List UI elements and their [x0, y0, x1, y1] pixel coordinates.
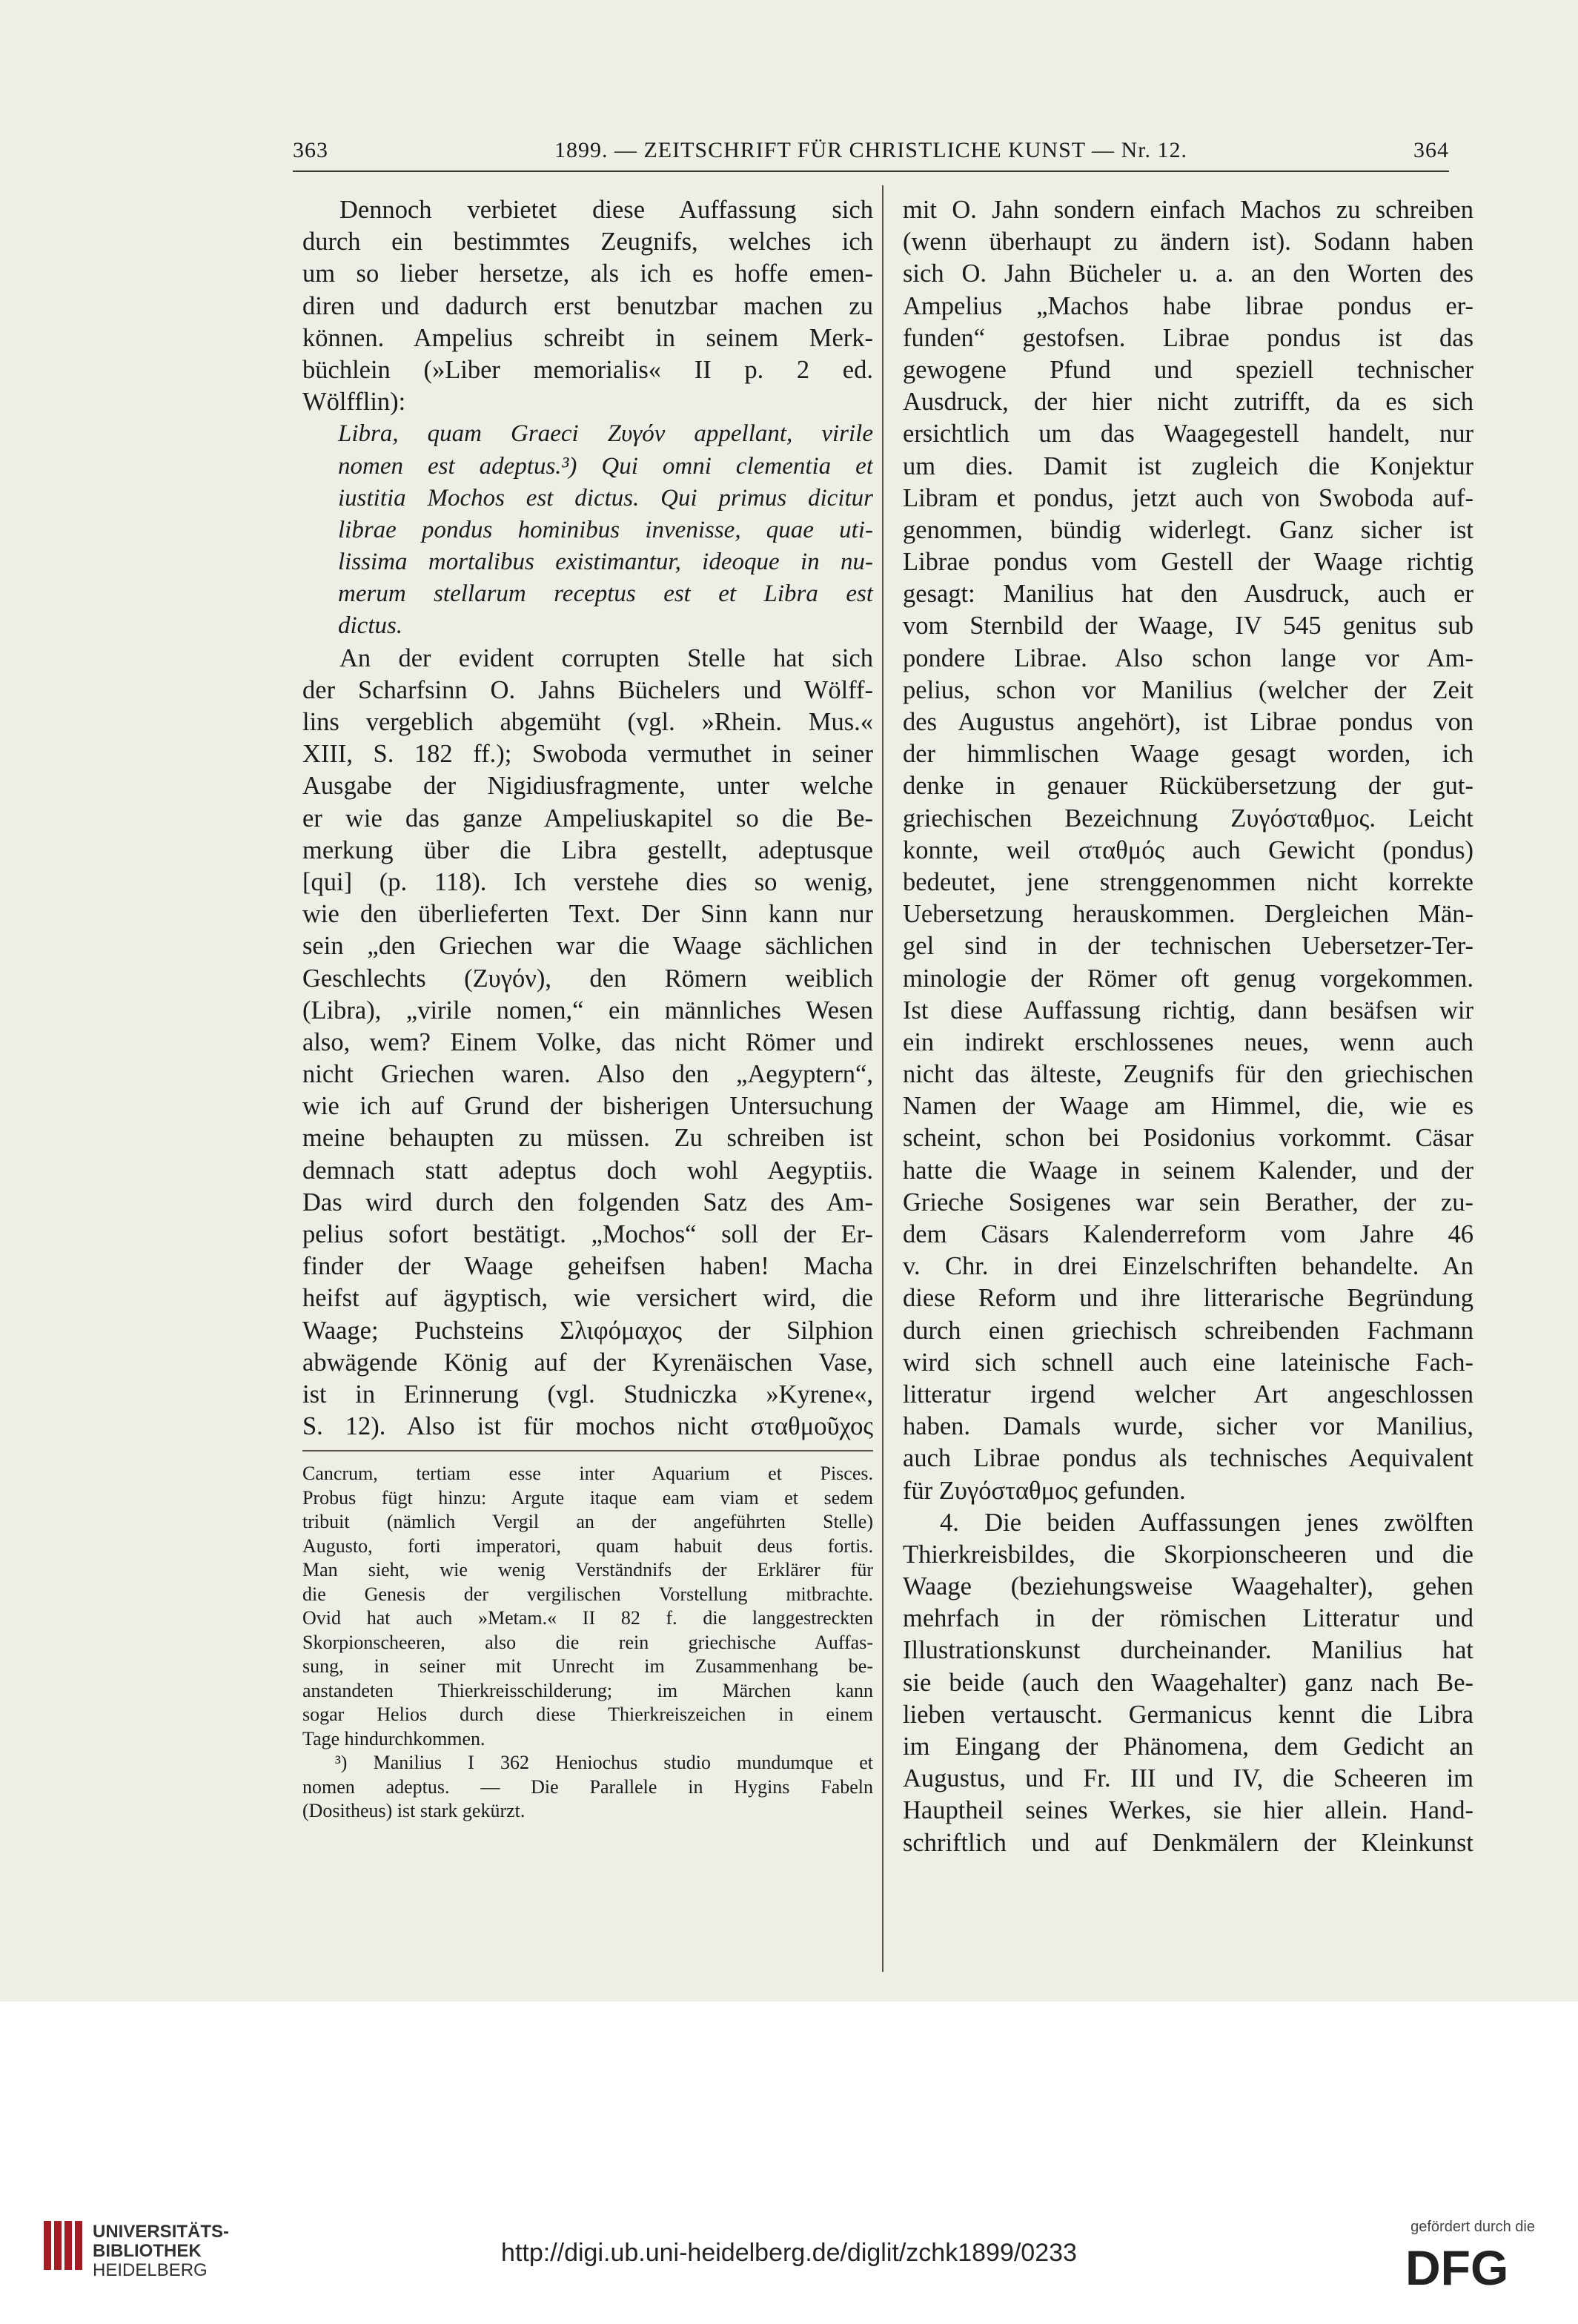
text-line: lieben vertauscht. Germanicus kennt die Libra — [903, 1700, 1473, 1729]
text-line: anstandeten Thierkreisschilderung; im Märchen kann — [302, 1679, 873, 1701]
text-line: An der evident corrupten Stelle hat sich — [339, 643, 873, 672]
text-line: Probus fügt hinzu: Argute itaque eam viam et sedem — [302, 1486, 873, 1509]
text-line: der Scharfsinn O. Jahns Büchelers und Wölff- — [302, 675, 873, 704]
text-line: scheint, schon bei Posidonius vorkommt. Cäsar — [903, 1124, 1473, 1153]
text-line: denke in genauer Rückübersetzung der gut- — [903, 772, 1473, 801]
text-line: meine behaupten zu müssen. Zu schreiben ist — [302, 1124, 873, 1153]
text-line: litteratur irgend welcher Art angeschlossen — [903, 1380, 1473, 1408]
text-line: ersichtlich um das Waagegestell handelt, nur — [903, 420, 1473, 448]
footnote-rule — [302, 1450, 873, 1451]
text-line: nomen est adeptus.³) Qui omni clementia et — [338, 452, 873, 480]
text-line: (wenn überhaupt zu ändern ist). Sodann haben — [903, 228, 1473, 256]
text-line: wird sich schnell auch eine lateinische Fach- — [903, 1348, 1473, 1377]
text-line: v. Chr. in drei Einzelschriften behandelte. An — [903, 1252, 1473, 1281]
right-column — [903, 194, 1473, 1859]
text-line: iustitia Mochos est dictus. Qui primus dicitur — [338, 484, 873, 512]
text-line: merkung über die Libra gestellt, adeptusque — [302, 835, 873, 864]
text-line: wie ich auf Grund der bisherigen Untersuchung — [302, 1092, 873, 1121]
text-line: heifst auf ägyptisch, wie versichert wird, die — [302, 1284, 873, 1313]
page-number-right: 364 — [1413, 138, 1449, 162]
text-line: Skorpionscheeren, also die rein griechische Auffas- — [302, 1631, 873, 1653]
text-line: ist in Erinnerung (vgl. Studniczka »Kyrene«, — [302, 1380, 873, 1408]
text-line: merum stellarum receptus est et Libra est — [338, 580, 873, 608]
text-line: sie beide (auch den Waagehalter) ganz nach Be- — [903, 1668, 1473, 1697]
text-line: haben. Damals wurde, sicher vor Manilius, — [903, 1412, 1473, 1441]
text-line: Waage; Puchsteins Σλιφόμαχος der Silphion — [302, 1316, 873, 1345]
dfg-logo — [1405, 2245, 1535, 2291]
text-line: ³) Manilius I 362 Heniochus studio mundumque et — [335, 1752, 873, 1774]
text-line: Augustus, und Fr. III und IV, die Scheeren im — [903, 1764, 1473, 1793]
text-line: Ausgabe der Nigidiusfragmente, unter welche — [302, 772, 873, 801]
text-line: XIII, S. 182 ff.); Swoboda vermuthet in seiner — [302, 740, 873, 769]
text-line: Ausdruck, der hier nicht zutrifft, da es sich — [903, 388, 1473, 417]
text-line: diese Reform und ihre litterarische Begründung — [903, 1284, 1473, 1313]
text-line: wie den überlieferten Text. Der Sinn kann nur — [302, 900, 873, 929]
permalink-url[interactable]: http://digi.ub.uni-heidelberg.de/diglit/zchk1899/0233 — [501, 2239, 1077, 2267]
logo-line-3: HEIDELBERG — [93, 2260, 208, 2280]
text-line: um dies. Damit ist zugleich die Konjektur — [903, 451, 1473, 480]
text-line: im Eingang der Phänomena, dem Gedicht an — [903, 1732, 1473, 1761]
text-line: pelius sofort bestätigt. „Mochos“ soll der Er- — [302, 1220, 873, 1248]
text-line: dem Cäsars Kalenderreform vom Jahre 46 — [903, 1220, 1473, 1248]
text-line: [qui] (p. 118). Ich verstehe dies so wenig, — [302, 867, 873, 896]
text-line: sogar Helios durch diese Thierkreiszeichen in einem — [302, 1704, 873, 1726]
footnotes — [302, 1462, 873, 1824]
text-line: librae pondus hominibus invenisse, quae uti- — [338, 516, 873, 543]
text-line: finder der Waage geheifsen haben! Macha — [302, 1252, 873, 1281]
journal-title: 1899. — ZEITSCHRIFT FÜR CHRISTLICHE KUNST — Nr. 12. — [554, 138, 1188, 162]
text-line: auch Librae pondus als technisches Aequivalent — [903, 1444, 1473, 1473]
text-line: Librae pondus vom Gestell der Waage richtig — [903, 548, 1473, 577]
logo-line-1: UNIVERSITÄTS- — [93, 2222, 230, 2242]
text-line: ein indirekt erschlossenes neues, wenn auch — [903, 1027, 1473, 1056]
text-line: Ist diese Auffassung richtig, dann besäfsen wir — [903, 996, 1473, 1024]
text-line: Hauptheil seines Werkes, sie hier allein. Hand- — [903, 1796, 1473, 1825]
text-line: abwägende König auf der Kyrenäischen Vase, — [302, 1348, 873, 1377]
footer-bar — [0, 2002, 1578, 2324]
text-line: sein „den Griechen war die Waage sächlichen — [302, 932, 873, 961]
text-line: pelius, schon vor Manilius (welcher der Zeit — [903, 675, 1473, 704]
text-line: (Dositheus) ist stark gekürzt. — [302, 1800, 526, 1822]
text-line: Tage hindurchkommen. — [302, 1727, 485, 1749]
text-line: bedeutet, jene strenggenommen nicht korrekte — [903, 867, 1473, 896]
text-line: gesagt: Manilius hat den Ausdruck, auch er — [903, 580, 1473, 609]
running-header — [293, 132, 1449, 169]
text-line: Libra, quam Graeci Ζυγόν appellant, virile — [338, 420, 873, 448]
text-line: der himmlischen Waage gesagt worden, ich — [903, 740, 1473, 769]
text-line: hatte die Waage in seinem Kalender, und der — [903, 1156, 1473, 1185]
text-line: schriftlich und auf Denkmälern der Kleinkunst — [903, 1828, 1473, 1857]
text-line: büchlein (»Liber memorialis« II p. 2 ed. — [302, 355, 873, 384]
text-line: griechischen Bezeichnung Ζυγόσταθμος. Leicht — [903, 804, 1473, 832]
page-number-left: 363 — [293, 138, 328, 162]
text-line: Libram et pondus, jetzt auch von Swoboda auf- — [903, 483, 1473, 512]
text-line: lissima mortalibus existimantur, ideoque in nu- — [338, 549, 873, 576]
text-line: die Genesis der vergilischen Vorstellung mitbrachte. — [302, 1583, 873, 1605]
header-rule — [293, 171, 1449, 172]
left-column — [302, 194, 873, 1824]
text-line: für Ζυγόσταθμος gefunden. — [903, 1476, 1186, 1505]
text-line: Namen der Waage am Himmel, die, wie es — [903, 1092, 1473, 1121]
text-line: S. 12). Also ist für mochos nicht σταθμοῦχος — [302, 1412, 873, 1441]
text-line: (Libra), „virile nomen,“ ein männliches Wesen — [302, 996, 873, 1024]
dfg-logo-text: DFG — [1405, 2245, 1509, 2291]
text-line: mit O. Jahn sondern einfach Machos zu schreiben — [903, 196, 1473, 224]
text-line: er wie das ganze Ampeliuskapitel so die Be- — [302, 804, 873, 832]
column-divider — [882, 185, 884, 1972]
text-line: genommen, bündig widerlegt. Ganz sicher ist — [903, 515, 1473, 544]
text-line: um so lieber hersetze, als ich es hoffe emen- — [302, 259, 873, 288]
text-line: Augusto, forti imperatori, quam habuit deus fortis. — [302, 1535, 873, 1557]
text-line: pondere Librae. Also schon lange vor Am- — [903, 643, 1473, 672]
text-line: funden“ gestofsen. Librae pondus ist das — [903, 323, 1473, 352]
text-line: Man sieht, wie wenig Verständnifs der Erklärer für — [302, 1559, 873, 1581]
text-line: Dennoch verbietet diese Auffassung sich — [339, 196, 873, 224]
text-line: Cancrum, tertiam esse inter Aquarium et Pisces. — [302, 1463, 873, 1485]
text-line: Illustrationskunst durcheinander. Manilius hat — [903, 1636, 1473, 1665]
text-line: nicht Griechen waren. Also den „Aegyptern“, — [302, 1060, 873, 1089]
text-line: Ampelius „Machos habe librae pondus er- — [903, 291, 1473, 320]
text-line: durch ein bestimmtes Zeugnifs, welches ich — [302, 228, 873, 256]
text-line: mehrfach in der römischen Litteratur und — [903, 1604, 1473, 1633]
text-line: minologie der Römer oft genug vorgekommen. — [903, 964, 1473, 993]
text-line: dictus. — [338, 612, 403, 640]
text-line: 4. Die beiden Auffassungen jenes zwölften — [940, 1508, 1473, 1537]
text-line: des Augustus angehört), ist Librae pondus von — [903, 708, 1473, 736]
text-line: können. Ampelius schreibt in seinem Merk- — [302, 323, 873, 352]
text-line: Uebersetzung herauskommen. Dergleichen Män- — [903, 900, 1473, 929]
text-line: Das wird durch den folgenden Satz des Am- — [302, 1188, 873, 1216]
text-line: gel sind in der technischen Uebersetzer-Ter- — [903, 932, 1473, 961]
text-line: nicht das älteste, Zeugnifs für den griechischen — [903, 1060, 1473, 1089]
text-line: diren und dadurch erst benutzbar machen zu — [302, 291, 873, 320]
text-line: sung, in seiner mit Unrecht im Zusammenhang be- — [302, 1655, 873, 1678]
text-line: gewogene Pfund und speziell technischer — [903, 355, 1473, 384]
text-line: Grieche Sosigenes war sein Berather, der zu- — [903, 1188, 1473, 1216]
text-line: Geschlechts (Ζυγόν), den Römern weiblich — [302, 964, 873, 993]
text-line: lins vergeblich abgemüht (vgl. »Rhein. Mus.« — [302, 708, 873, 736]
text-line: also, wem? Einem Volke, das nicht Römer und — [302, 1027, 873, 1056]
text-line: durch einen griechisch schreibenden Fachmann — [903, 1316, 1473, 1345]
text-line: nomen adeptus. — Die Parallele in Hygins Fabeln — [302, 1775, 873, 1798]
text-line: sich O. Jahn Bücheler u. a. an den Worten des — [903, 259, 1473, 288]
text-line: Waage (beziehungsweise Waagehalter), gehen — [903, 1572, 1473, 1601]
text-line: Ovid hat auch »Metam.« II 82 f. die langgestreckten — [302, 1607, 873, 1629]
text-line: Thierkreisbildes, die Skorpionscheeren und die — [903, 1540, 1473, 1569]
funding-note: gefördert durch die — [1410, 2219, 1535, 2235]
text-line: konnte, weil σταθμός auch Gewicht (pondus) — [903, 835, 1473, 864]
text-line: tribuit (nämlich Vergil an der angeführten Stelle) — [302, 1511, 873, 1533]
text-line: vom Sternbild der Waage, IV 545 genitus sub — [903, 612, 1473, 640]
logo-line-2: BIBLIOTHEK — [93, 2241, 202, 2261]
text-line: demnach statt adeptus doch wohl Aegyptiis. — [302, 1156, 873, 1185]
text-line: Wölfflin): — [302, 388, 406, 417]
